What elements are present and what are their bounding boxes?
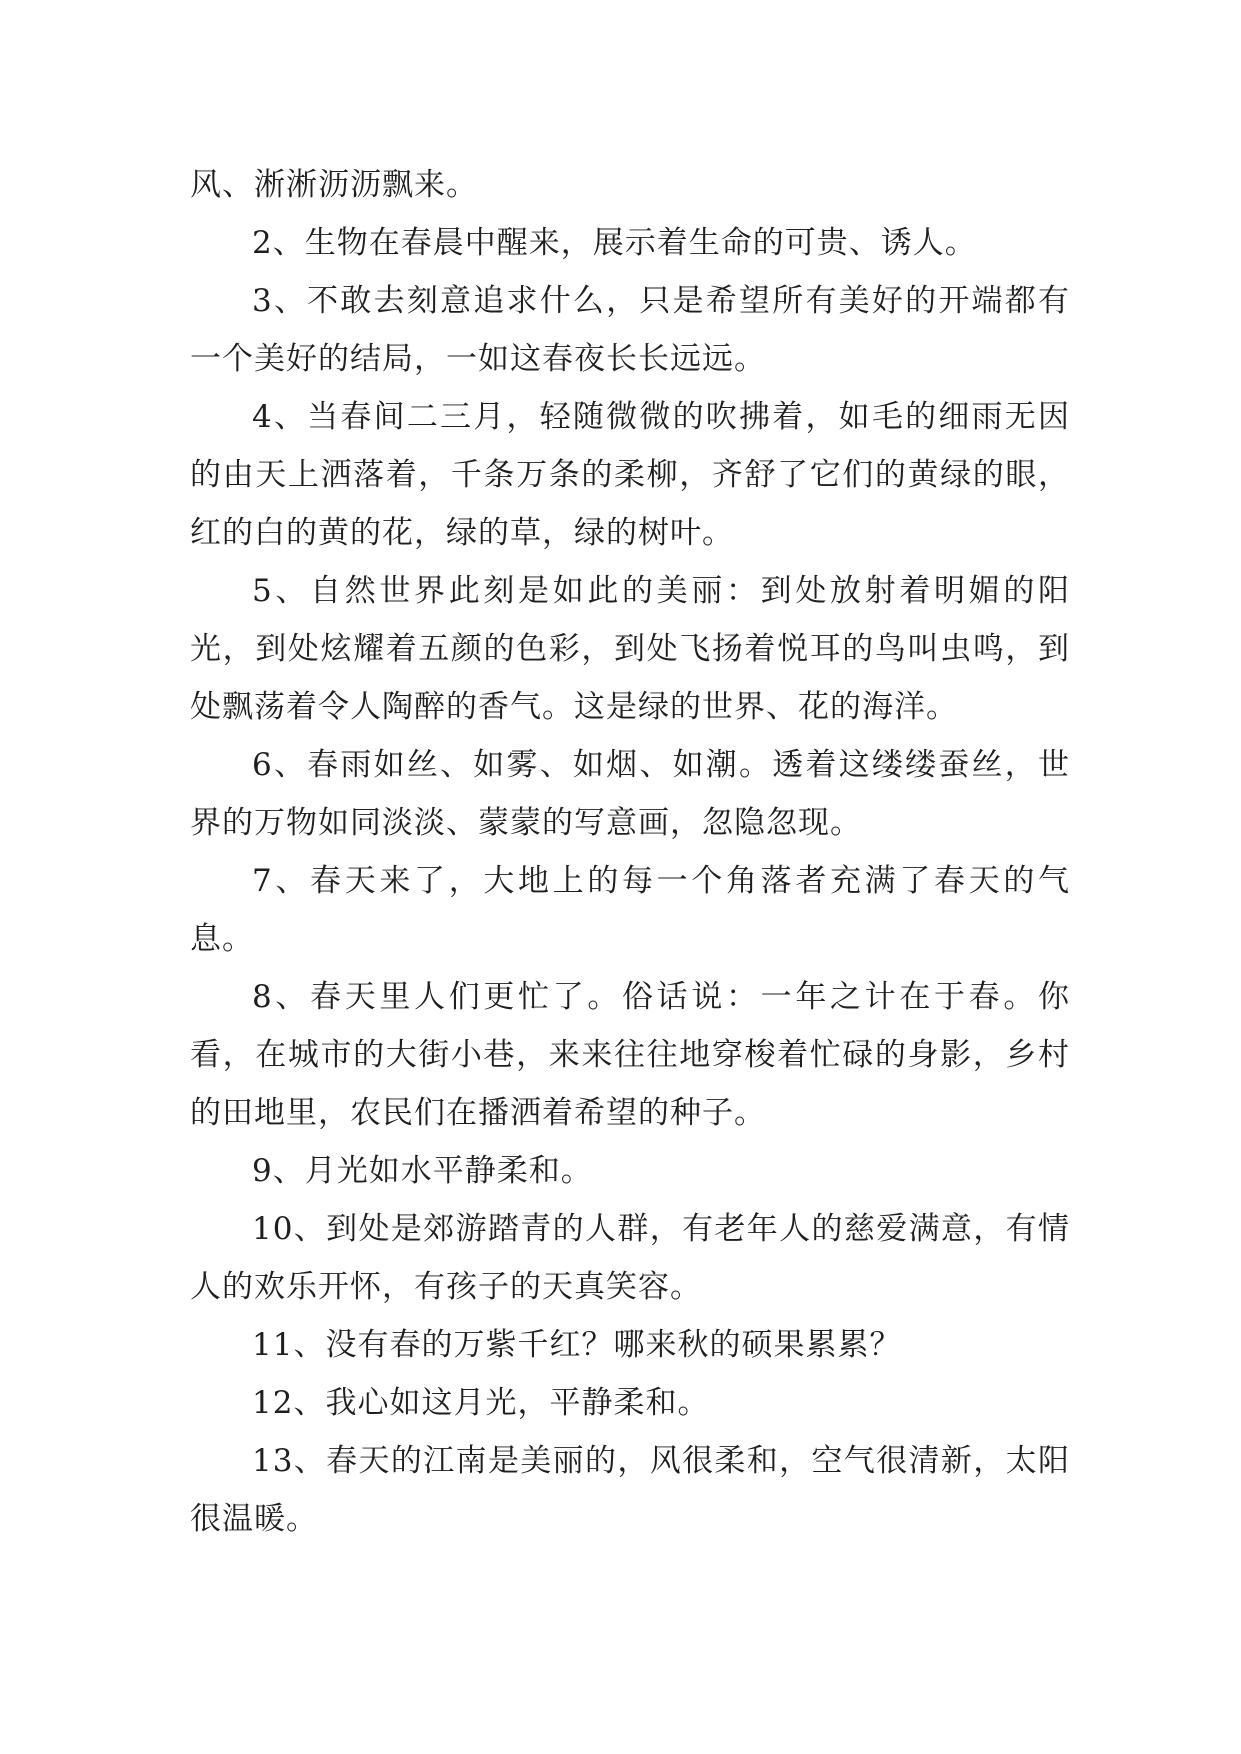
paragraph: 12、我心如这月光，平静柔和。 <box>252 1385 710 1421</box>
paragraph: 11、没有春的万紫千红？哪来秋的硕果累累？ <box>252 1327 902 1363</box>
paragraph: 6、春雨如丝、如雾、如烟、如潮。透着这缕缕蚕丝，世界的万物如同淡淡、蒙蒙的写意画，忽隐忽现。 <box>190 747 1070 841</box>
paragraph: 10、到处是郊游踏青的人群，有老年人的慈爱满意，有情人的欢乐开怀，有孩子的天真笑容。 <box>190 1211 1070 1305</box>
document-body <box>190 156 1070 1548</box>
paragraph: 3、不敢去刻意追求什么，只是希望所有美好的开端都有一个美好的结局，一如这春夜长长远远。 <box>190 283 1070 377</box>
paragraph: 风、淅淅沥沥飘来。 <box>190 167 478 203</box>
paragraph: 13、春天的江南是美丽的，风很柔和，空气很清新，太阳很温暖。 <box>190 1443 1070 1537</box>
paragraph: 2、生物在春晨中醒来，展示着生命的可贵、诱人。 <box>252 225 977 261</box>
paragraph: 4、当春间二三月，轻随微微的吹拂着，如毛的细雨无因的由天上洒落着，千条万条的柔柳，齐舒了它们的黄绿的眼，红的白的黄的花，绿的草，绿的树叶。 <box>190 399 1070 551</box>
paragraph: 5、自然世界此刻是如此的美丽：到处放射着明媚的阳光，到处炫耀着五颜的色彩，到处飞扬着悦耳的鸟叫虫鸣，到处飘荡着令人陶醉的香气。这是绿的世界、花的海洋。 <box>190 573 1070 725</box>
paragraph: 9、月光如水平静柔和。 <box>252 1153 593 1189</box>
paragraph: 8、春天里人们更忙了。俗话说：一年之计在于春。你看，在城市的大街小巷，来来往往地穿梭着忙碌的身影，乡村的田地里，农民们在播洒着希望的种子。 <box>190 979 1070 1131</box>
paragraph: 7、春天来了，大地上的每一个角落者充满了春天的气息。 <box>190 863 1070 957</box>
